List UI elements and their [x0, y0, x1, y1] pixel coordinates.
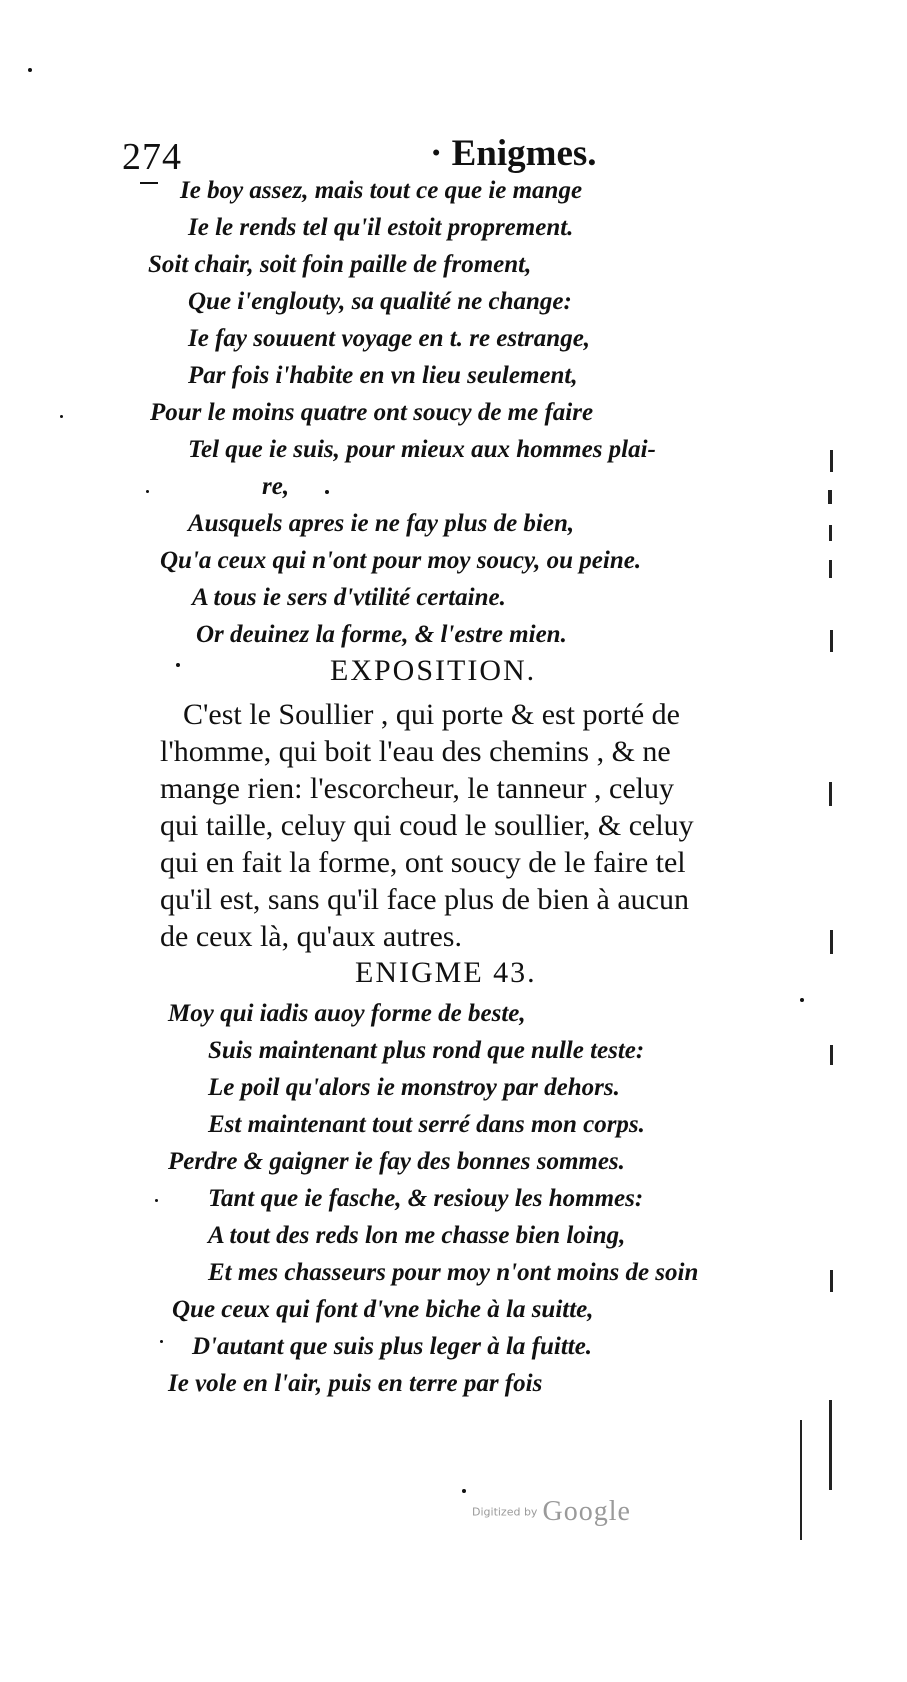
- verse-line: Or deuinez la forme, & l'estre mien.: [196, 621, 567, 648]
- header-rule: [140, 182, 158, 184]
- verse-line: A tout des reds lon me chasse bien loing,: [208, 1222, 626, 1249]
- edge-mark: [828, 490, 832, 504]
- digitized-watermark: [472, 1496, 631, 1528]
- verse-line: Ie le rends tel qu'il estoit proprement.: [188, 214, 574, 241]
- edge-mark: [830, 930, 833, 954]
- verse-line: Ie boy assez, mais tout ce que ie mange: [180, 177, 583, 204]
- edge-mark: [829, 560, 832, 578]
- verse-line: Ie vole en l'air, puis en terre par fois: [168, 1370, 543, 1397]
- running-title: · Enigmes.: [430, 133, 597, 174]
- scan-speck: [146, 490, 149, 493]
- verse-line: Suis maintenant plus rond que nulle teste:: [208, 1037, 645, 1064]
- edge-mark: [829, 1400, 832, 1490]
- prose-line: mange rien: l'escorcheur, le tanneur , celuy: [160, 772, 674, 805]
- scan-speck: [325, 490, 329, 494]
- verse-line: Que i'englouty, sa qualité ne change:: [188, 288, 572, 315]
- verse-line: Ausquels apres ie ne fay plus de bien,: [188, 510, 575, 537]
- verse-line: Tel que ie suis, pour mieux aux hommes plai-: [188, 436, 656, 463]
- page-number: 274: [122, 136, 182, 178]
- scan-speck: [155, 1199, 158, 1202]
- prose-line: C'est le Soullier , qui porte & est porté de: [183, 698, 680, 731]
- edge-mark: [830, 1045, 833, 1065]
- edge-mark: [830, 450, 833, 472]
- prose-line: de ceux là, qu'aux autres.: [160, 920, 462, 953]
- scan-speck: [800, 998, 804, 1002]
- scan-speck: [462, 1489, 466, 1493]
- verse-line: re,: [262, 473, 290, 500]
- verse-line: A tous ie sers d'vtilité certaine.: [192, 584, 506, 611]
- verse-line: Ie fay souuent voyage en t. re estrange,: [188, 325, 591, 352]
- edge-mark: [800, 1420, 802, 1540]
- prose-line: qui en fait la forme, ont soucy de le faire tel: [160, 846, 686, 879]
- edge-mark: [829, 525, 832, 541]
- scan-speck: [60, 415, 63, 418]
- verse-line: Est maintenant tout serré dans mon corps.: [208, 1111, 645, 1138]
- verse-line: Que ceux qui font d'vne biche à la suitte,: [172, 1296, 594, 1323]
- watermark-brand: Google: [542, 1496, 631, 1527]
- verse-line: Qu'a ceux qui n'ont pour moy soucy, ou peine.: [160, 547, 642, 574]
- edge-mark: [830, 1270, 833, 1292]
- verse-line: Tant que ie fasche, & resiouy les hommes:: [208, 1185, 644, 1212]
- scan-speck: [28, 68, 32, 72]
- verse-line: D'autant que suis plus leger à la fuitte.: [192, 1333, 593, 1360]
- edge-mark: [829, 782, 832, 806]
- scan-speck: [176, 663, 180, 667]
- prose-line: l'homme, qui boit l'eau des chemins , & ne: [160, 735, 671, 768]
- prose-line: qui taille, celuy qui coud le soullier, & celuy: [160, 809, 694, 842]
- verse-line: Et mes chasseurs pour moy n'ont moins de soin: [208, 1259, 699, 1286]
- prose-line: qu'il est, sans qu'il face plus de bien à aucun: [160, 883, 689, 916]
- verse-line: Pour le moins quatre ont soucy de me faire: [150, 399, 594, 426]
- watermark-prefix: Digitized by: [472, 1505, 538, 1519]
- verse-line: Moy qui iadis auoy forme de beste,: [168, 1000, 526, 1027]
- verse-line: Soit chair, soit foin paille de froment,: [148, 251, 532, 278]
- verse-line: Le poil qu'alors ie monstroy par dehors.: [208, 1074, 620, 1101]
- edge-mark: [830, 630, 833, 652]
- verse-line: Perdre & gaigner ie fay des bonnes sommes.: [168, 1148, 625, 1175]
- verse-line: Par fois i'habite en vn lieu seulement,: [188, 362, 578, 389]
- enigme-heading: ENIGME 43.: [355, 956, 537, 989]
- exposition-heading: EXPOSITION.: [330, 654, 537, 687]
- scan-speck: [160, 1340, 163, 1343]
